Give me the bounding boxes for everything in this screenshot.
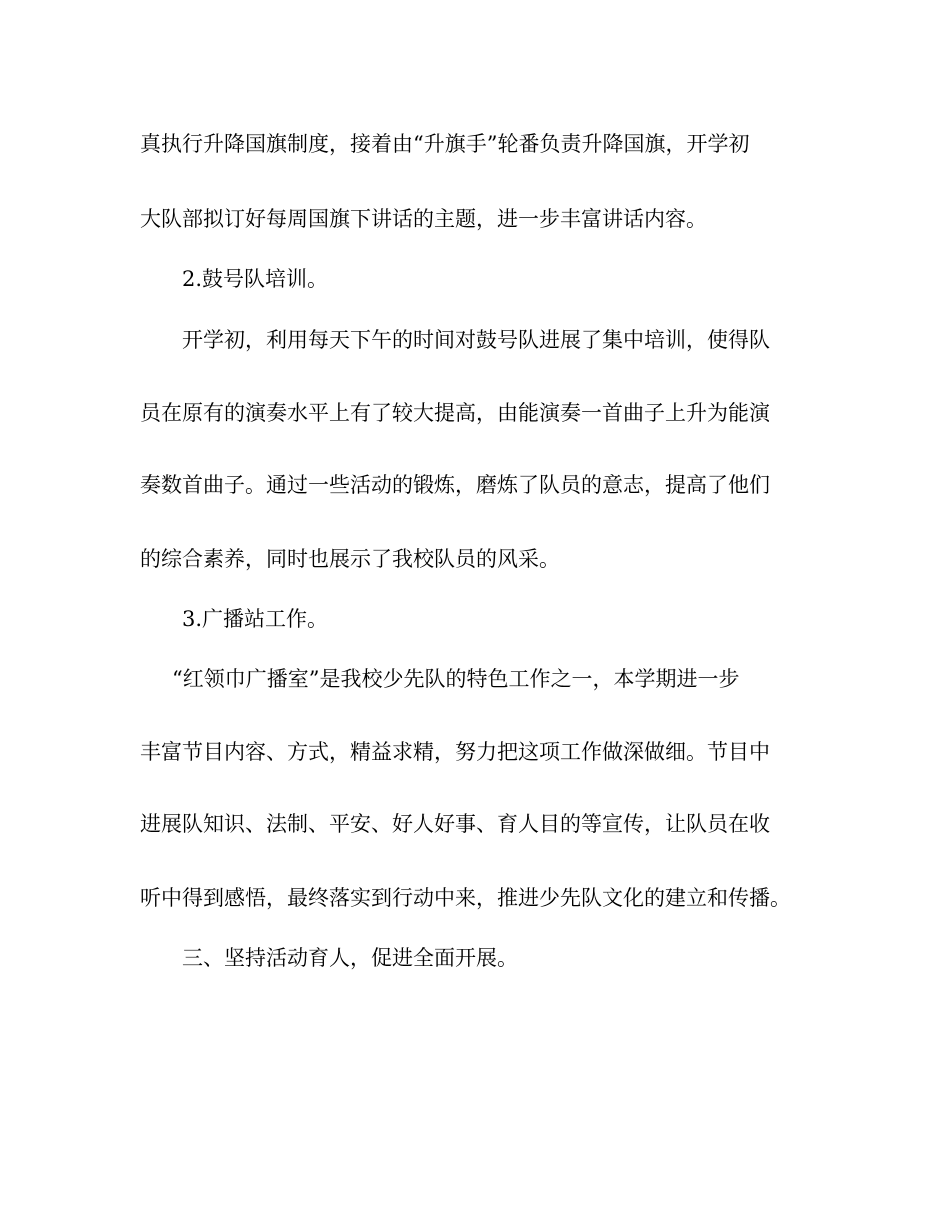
section-heading: 2.鼓号队培训。 xyxy=(182,267,329,291)
paragraph-line: “红领巾广播室”是我校少先队的特色工作之一，本学期进一步 xyxy=(172,667,740,691)
paragraph-line: 大队部拟订好每周国旗下讲话的主题，进一步丰富讲话内容。 xyxy=(140,207,707,231)
paragraph-line: 开学初，利用每天下午的时间对鼓号队进展了集中培训，使得队 xyxy=(182,328,770,352)
paragraph-line: 员在原有的演奏水平上有了较大提高，由能演奏一首曲子上升为能演 xyxy=(140,401,770,425)
paragraph-line: 听中得到感悟，最终落实到行动中来，推进少先队文化的建立和传播。 xyxy=(140,886,791,910)
paragraph-line: 丰富节目内容、方式，精益求精，努力把这项工作做深做细。节目中 xyxy=(140,740,770,764)
paragraph-line: 进展队知识、法制、平安、好人好事、育人目的等宣传，让队员在收 xyxy=(140,812,770,836)
paragraph-line: 的综合素养，同时也展示了我校队员的风采。 xyxy=(140,547,560,571)
paragraph-line: 真执行升降国旗制度，接着由“升旗手”轮番负责升降国旗，开学初 xyxy=(140,132,750,156)
section-heading: 3.广播站工作。 xyxy=(182,607,329,631)
section-heading: 三、坚持活动育人，促进全面开展。 xyxy=(182,946,518,970)
paragraph-line: 奏数首曲子。通过一些活动的锻炼，磨炼了队员的意志，提高了他们 xyxy=(140,473,770,497)
